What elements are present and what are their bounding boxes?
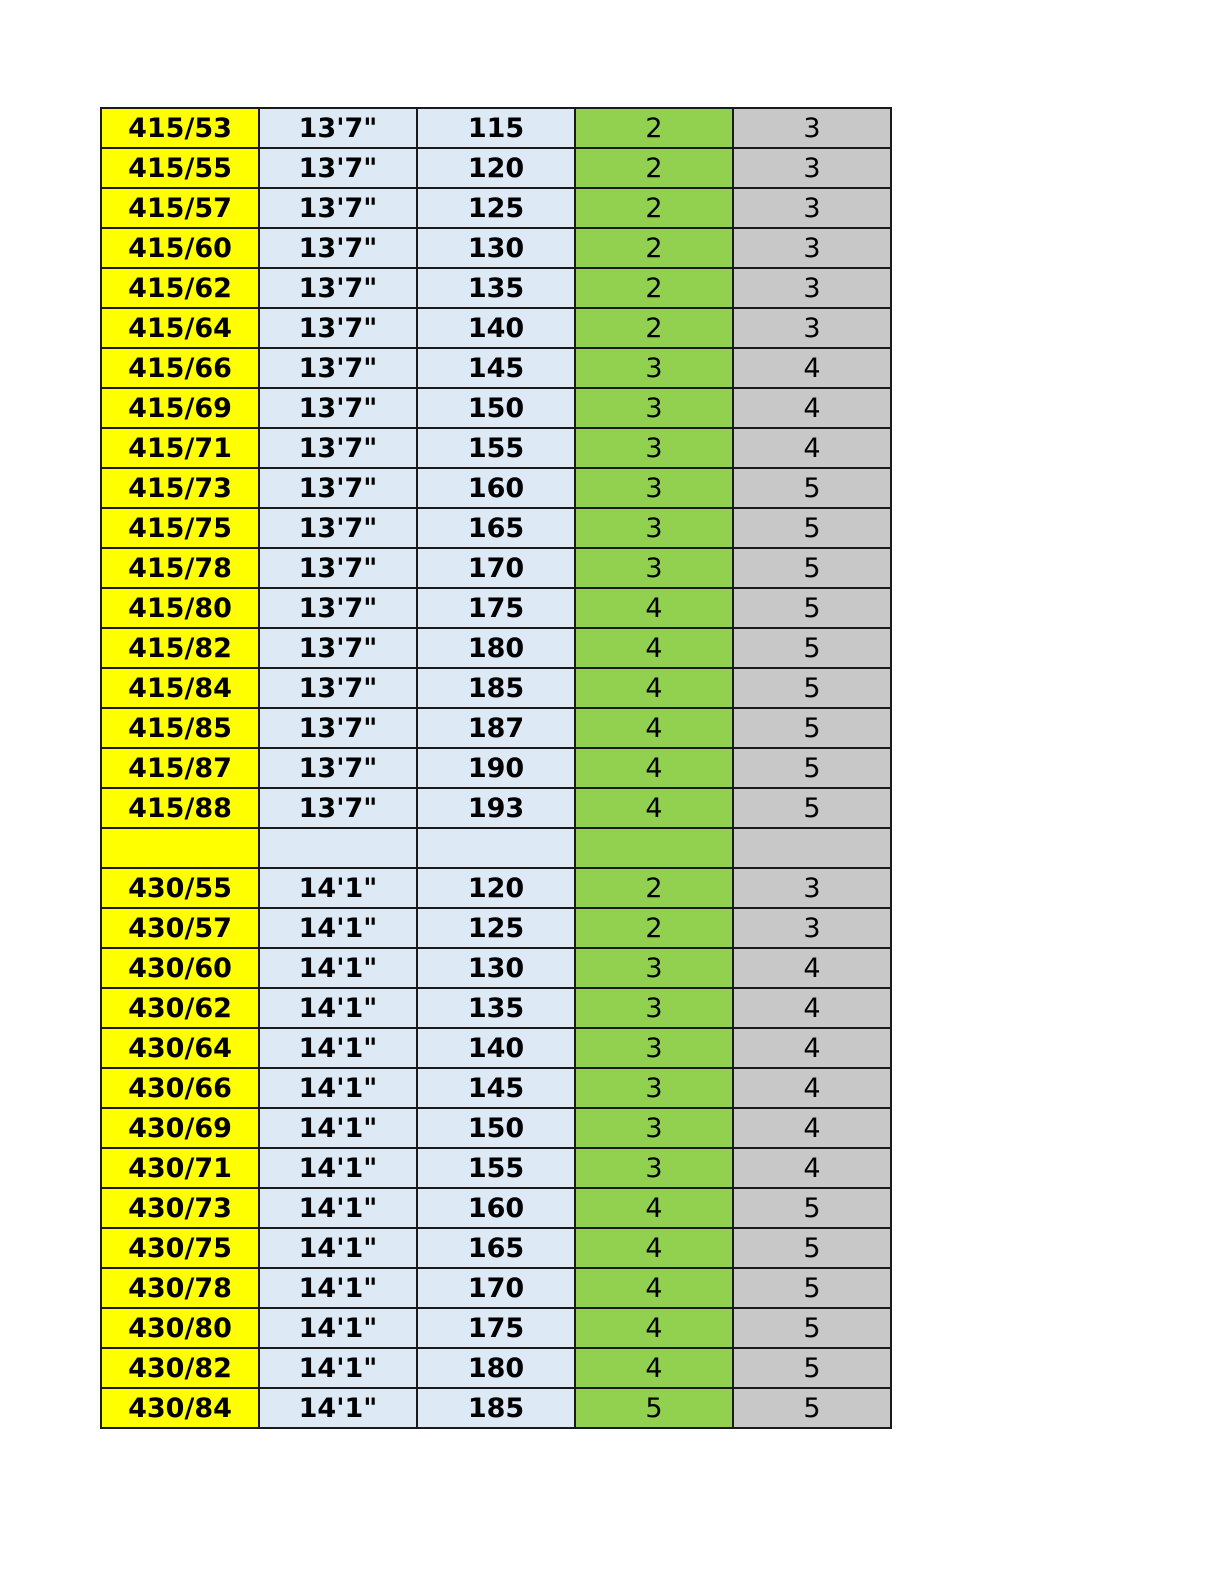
dimension-cell: 14'1" [259, 1308, 417, 1348]
size-cell: 415/64 [101, 308, 259, 348]
gray-count-cell: 3 [733, 108, 891, 148]
dimension-cell [259, 828, 417, 868]
dimension-cell: 14'1" [259, 1268, 417, 1308]
green-count-cell: 2 [575, 308, 733, 348]
table-row [101, 948, 891, 988]
gray-count-cell: 5 [733, 708, 891, 748]
dimension-cell: 14'1" [259, 1148, 417, 1188]
gray-count-cell: 3 [733, 188, 891, 228]
green-count-cell: 3 [575, 1028, 733, 1068]
value-cell: 175 [417, 1308, 575, 1348]
size-cell: 415/60 [101, 228, 259, 268]
green-count-cell: 4 [575, 1308, 733, 1348]
size-cell: 430/57 [101, 908, 259, 948]
dimension-cell: 13'7" [259, 708, 417, 748]
gray-count-cell: 5 [733, 1228, 891, 1268]
value-cell: 130 [417, 948, 575, 988]
size-cell: 430/60 [101, 948, 259, 988]
dimension-cell: 13'7" [259, 668, 417, 708]
size-cell: 430/55 [101, 868, 259, 908]
value-cell: 160 [417, 468, 575, 508]
value-cell: 120 [417, 148, 575, 188]
table-row [101, 1188, 891, 1228]
size-cell: 415/87 [101, 748, 259, 788]
green-count-cell: 4 [575, 588, 733, 628]
value-cell: 165 [417, 1228, 575, 1268]
value-cell [417, 828, 575, 868]
dimension-cell: 13'7" [259, 308, 417, 348]
size-cell: 415/53 [101, 108, 259, 148]
value-cell: 185 [417, 1388, 575, 1428]
size-cell: 415/73 [101, 468, 259, 508]
green-count-cell: 4 [575, 1348, 733, 1388]
green-count-cell: 3 [575, 948, 733, 988]
dimension-cell: 14'1" [259, 908, 417, 948]
green-count-cell: 3 [575, 508, 733, 548]
dimension-cell: 13'7" [259, 508, 417, 548]
size-cell: 415/75 [101, 508, 259, 548]
dimension-cell: 14'1" [259, 1388, 417, 1428]
dimension-cell: 14'1" [259, 948, 417, 988]
value-cell: 150 [417, 1108, 575, 1148]
table-row [101, 228, 891, 268]
gray-count-cell: 5 [733, 508, 891, 548]
dimension-cell: 13'7" [259, 788, 417, 828]
table-row [101, 388, 891, 428]
table-row-spacer [101, 828, 891, 868]
table-row [101, 188, 891, 228]
dimension-cell: 13'7" [259, 748, 417, 788]
green-count-cell: 2 [575, 108, 733, 148]
green-count-cell: 2 [575, 268, 733, 308]
gray-count-cell: 5 [733, 468, 891, 508]
green-count-cell: 4 [575, 708, 733, 748]
table-row [101, 1068, 891, 1108]
value-cell: 135 [417, 268, 575, 308]
dimension-cell: 13'7" [259, 108, 417, 148]
value-cell: 120 [417, 868, 575, 908]
gray-count-cell: 5 [733, 788, 891, 828]
gray-count-cell: 3 [733, 908, 891, 948]
size-cell: 430/82 [101, 1348, 259, 1388]
dimension-cell: 14'1" [259, 868, 417, 908]
size-cell: 430/64 [101, 1028, 259, 1068]
value-cell: 145 [417, 1068, 575, 1108]
gray-count-cell: 5 [733, 748, 891, 788]
table-row [101, 588, 891, 628]
dimension-cell: 13'7" [259, 228, 417, 268]
table-row [101, 348, 891, 388]
gray-count-cell: 5 [733, 1268, 891, 1308]
table-row [101, 468, 891, 508]
dimension-cell: 13'7" [259, 588, 417, 628]
size-table [100, 107, 892, 1429]
size-cell: 430/62 [101, 988, 259, 1028]
gray-count-cell: 4 [733, 1068, 891, 1108]
value-cell: 175 [417, 588, 575, 628]
green-count-cell: 3 [575, 1108, 733, 1148]
gray-count-cell: 4 [733, 348, 891, 388]
size-cell: 415/55 [101, 148, 259, 188]
gray-count-cell: 5 [733, 1348, 891, 1388]
green-count-cell: 4 [575, 1228, 733, 1268]
green-count-cell: 3 [575, 988, 733, 1028]
size-cell: 415/84 [101, 668, 259, 708]
green-count-cell: 3 [575, 348, 733, 388]
value-cell: 150 [417, 388, 575, 428]
size-cell: 430/80 [101, 1308, 259, 1348]
green-count-cell: 4 [575, 668, 733, 708]
table-row [101, 788, 891, 828]
green-count-cell: 3 [575, 548, 733, 588]
dimension-cell: 13'7" [259, 628, 417, 668]
table-row [101, 628, 891, 668]
value-cell: 185 [417, 668, 575, 708]
size-cell: 415/88 [101, 788, 259, 828]
table-row [101, 108, 891, 148]
size-cell: 430/69 [101, 1108, 259, 1148]
green-count-cell: 5 [575, 1388, 733, 1428]
size-cell: 415/85 [101, 708, 259, 748]
dimension-cell: 14'1" [259, 1228, 417, 1268]
dimension-cell: 13'7" [259, 188, 417, 228]
gray-count-cell: 4 [733, 988, 891, 1028]
value-cell: 165 [417, 508, 575, 548]
green-count-cell: 4 [575, 788, 733, 828]
gray-count-cell: 5 [733, 588, 891, 628]
gray-count-cell: 5 [733, 1308, 891, 1348]
gray-count-cell: 3 [733, 148, 891, 188]
size-cell: 415/78 [101, 548, 259, 588]
value-cell: 135 [417, 988, 575, 1028]
gray-count-cell: 5 [733, 1388, 891, 1428]
dimension-cell: 14'1" [259, 1188, 417, 1228]
gray-count-cell: 5 [733, 628, 891, 668]
value-cell: 125 [417, 188, 575, 228]
green-count-cell: 2 [575, 188, 733, 228]
gray-count-cell [733, 828, 891, 868]
value-cell: 170 [417, 1268, 575, 1308]
table-row [101, 1268, 891, 1308]
value-cell: 140 [417, 1028, 575, 1068]
size-cell: 415/71 [101, 428, 259, 468]
table-row [101, 548, 891, 588]
dimension-cell: 13'7" [259, 548, 417, 588]
size-cell: 415/69 [101, 388, 259, 428]
green-count-cell: 3 [575, 1068, 733, 1108]
green-count-cell: 4 [575, 628, 733, 668]
green-count-cell: 2 [575, 908, 733, 948]
table-row [101, 1308, 891, 1348]
table-row [101, 1348, 891, 1388]
dimension-cell: 13'7" [259, 268, 417, 308]
dimension-cell: 13'7" [259, 348, 417, 388]
value-cell: 180 [417, 628, 575, 668]
size-cell: 415/62 [101, 268, 259, 308]
value-cell: 115 [417, 108, 575, 148]
table-row [101, 508, 891, 548]
size-cell: 415/66 [101, 348, 259, 388]
table-row [101, 308, 891, 348]
table-row [101, 708, 891, 748]
dimension-cell: 14'1" [259, 1068, 417, 1108]
green-count-cell: 2 [575, 148, 733, 188]
gray-count-cell: 4 [733, 388, 891, 428]
table-row [101, 908, 891, 948]
gray-count-cell: 3 [733, 268, 891, 308]
table-row [101, 748, 891, 788]
gray-count-cell: 4 [733, 1028, 891, 1068]
green-count-cell: 3 [575, 428, 733, 468]
value-cell: 170 [417, 548, 575, 588]
value-cell: 160 [417, 1188, 575, 1228]
table-row [101, 1148, 891, 1188]
value-cell: 187 [417, 708, 575, 748]
gray-count-cell: 5 [733, 1188, 891, 1228]
value-cell: 125 [417, 908, 575, 948]
green-count-cell: 4 [575, 748, 733, 788]
green-count-cell: 4 [575, 1268, 733, 1308]
size-cell: 430/75 [101, 1228, 259, 1268]
value-cell: 140 [417, 308, 575, 348]
value-cell: 155 [417, 428, 575, 468]
table-row [101, 868, 891, 908]
size-cell: 430/66 [101, 1068, 259, 1108]
gray-count-cell: 4 [733, 1108, 891, 1148]
value-cell: 193 [417, 788, 575, 828]
green-count-cell: 2 [575, 868, 733, 908]
green-count-cell: 3 [575, 388, 733, 428]
green-count-cell: 3 [575, 1148, 733, 1188]
table-row [101, 988, 891, 1028]
green-count-cell: 3 [575, 468, 733, 508]
dimension-cell: 14'1" [259, 1108, 417, 1148]
table-row [101, 268, 891, 308]
value-cell: 190 [417, 748, 575, 788]
table-row [101, 1388, 891, 1428]
table-row [101, 1228, 891, 1268]
table-row [101, 1108, 891, 1148]
size-table-body [101, 108, 891, 1428]
value-cell: 180 [417, 1348, 575, 1388]
gray-count-cell: 4 [733, 1148, 891, 1188]
gray-count-cell: 3 [733, 868, 891, 908]
dimension-cell: 14'1" [259, 1348, 417, 1388]
green-count-cell [575, 828, 733, 868]
gray-count-cell: 5 [733, 548, 891, 588]
gray-count-cell: 3 [733, 228, 891, 268]
dimension-cell: 13'7" [259, 148, 417, 188]
green-count-cell: 2 [575, 228, 733, 268]
dimension-cell: 13'7" [259, 428, 417, 468]
size-cell: 430/78 [101, 1268, 259, 1308]
gray-count-cell: 4 [733, 428, 891, 468]
size-cell: 430/71 [101, 1148, 259, 1188]
size-cell: 415/82 [101, 628, 259, 668]
dimension-cell: 13'7" [259, 468, 417, 508]
size-cell: 415/57 [101, 188, 259, 228]
table-row [101, 428, 891, 468]
value-cell: 145 [417, 348, 575, 388]
dimension-cell: 14'1" [259, 988, 417, 1028]
size-cell [101, 828, 259, 868]
size-cell: 430/73 [101, 1188, 259, 1228]
table-row [101, 148, 891, 188]
gray-count-cell: 4 [733, 948, 891, 988]
dimension-cell: 14'1" [259, 1028, 417, 1068]
green-count-cell: 4 [575, 1188, 733, 1228]
size-cell: 430/84 [101, 1388, 259, 1428]
gray-count-cell: 3 [733, 308, 891, 348]
size-cell: 415/80 [101, 588, 259, 628]
value-cell: 130 [417, 228, 575, 268]
value-cell: 155 [417, 1148, 575, 1188]
table-row [101, 668, 891, 708]
gray-count-cell: 5 [733, 668, 891, 708]
dimension-cell: 13'7" [259, 388, 417, 428]
table-row [101, 1028, 891, 1068]
